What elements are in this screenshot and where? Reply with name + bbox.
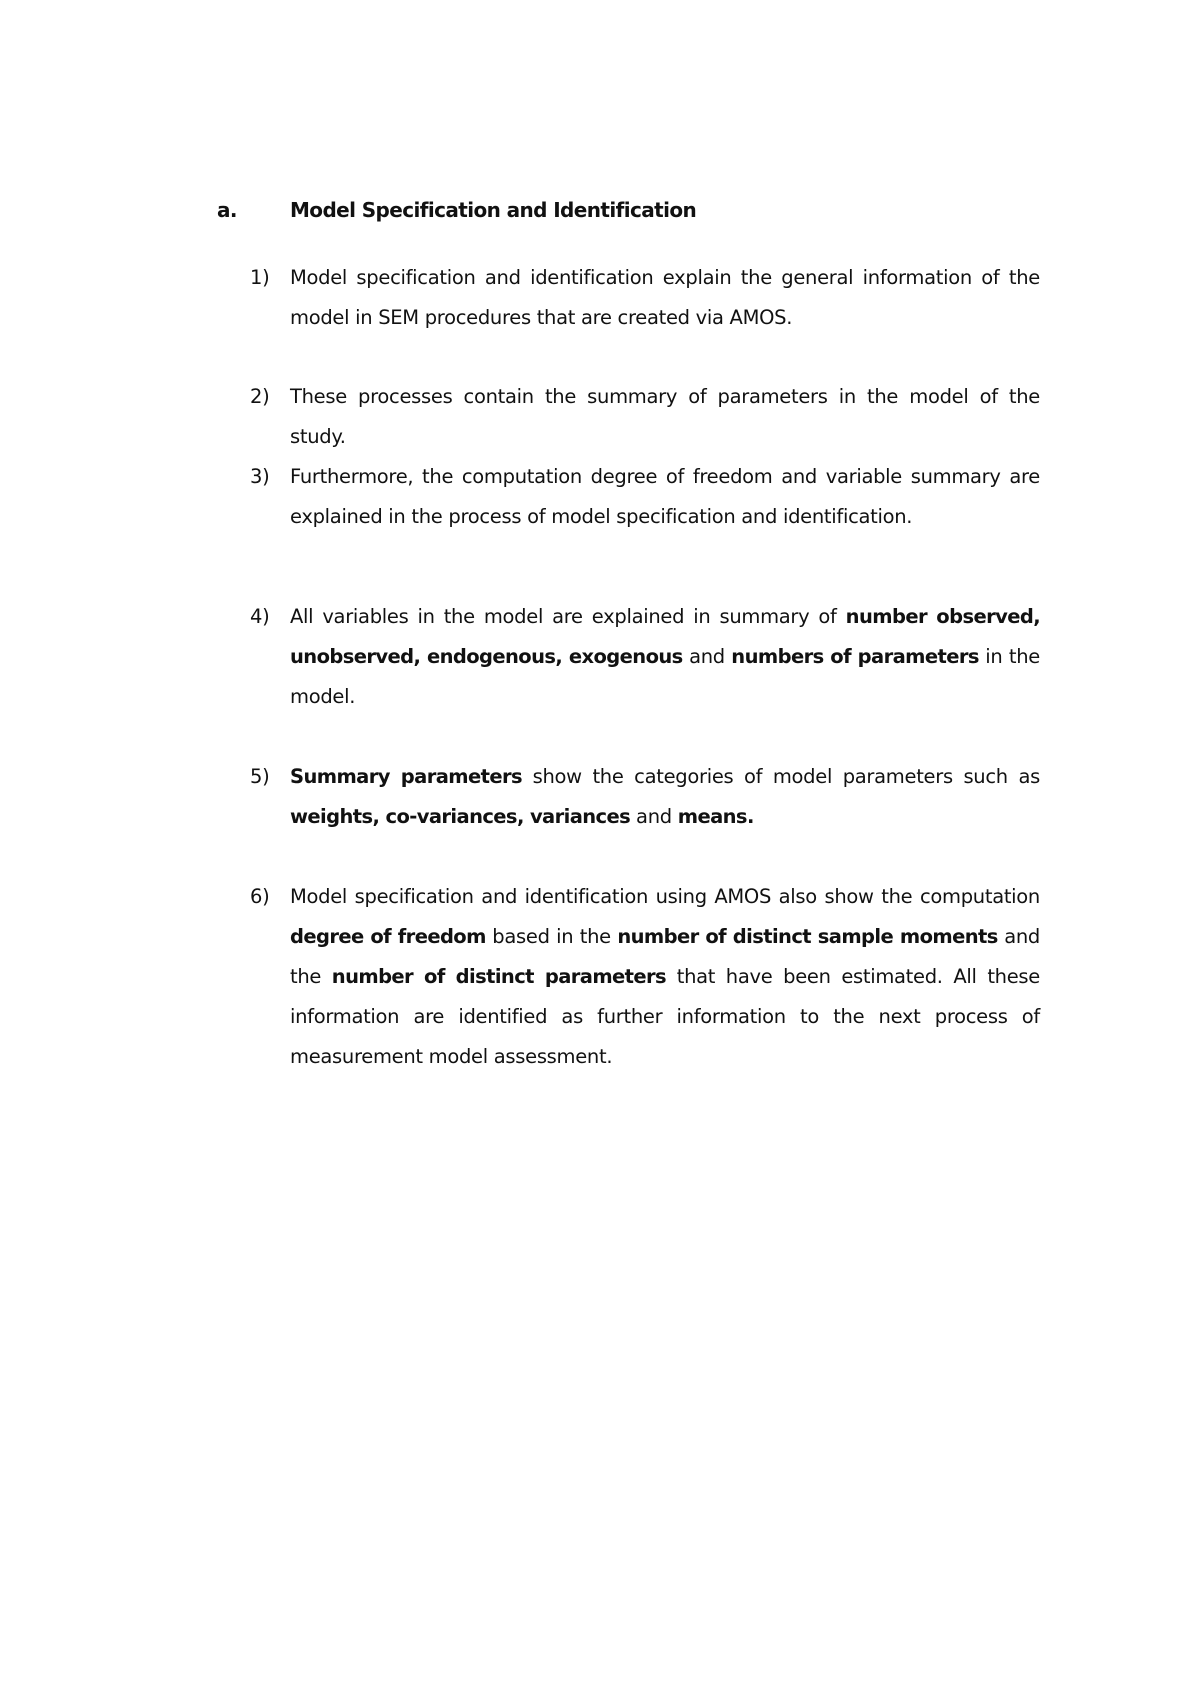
bold-term: degree of freedom	[290, 925, 486, 948]
text-run: These processes contain the summary of parameters in the model of the study.	[290, 385, 1040, 448]
list-item	[250, 597, 1040, 717]
list-item	[250, 258, 1040, 338]
list-item	[250, 877, 1040, 1077]
list-item	[250, 757, 1040, 837]
text-run: based in the	[485, 925, 618, 948]
list-item-number: 1)	[250, 266, 270, 289]
text-run: that have been estimated. All these information are identified as further information to the next process of measurement model assessment.	[290, 965, 1040, 1068]
text-run: and	[630, 805, 678, 828]
bold-term: means.	[677, 805, 754, 828]
section-letter: a.	[217, 198, 237, 222]
bold-term: number of distinct sample moments	[617, 925, 998, 948]
text-run: All variables in the model are explained in summary of	[290, 605, 846, 628]
text-run: in the model.	[290, 645, 1041, 708]
bold-term: numbers of parameters	[731, 645, 979, 668]
list-item-text	[290, 877, 1040, 1077]
bold-term: number of distinct parameters	[331, 965, 667, 988]
list-item-number: 4)	[250, 605, 270, 628]
bold-term: number observed, unobserved, endogenous, exogenous	[290, 605, 1040, 668]
list-item-text	[290, 457, 1040, 537]
list-item	[250, 377, 1040, 457]
text-run: show the categories of model parameters such as	[521, 765, 1040, 788]
section-heading	[217, 198, 696, 222]
bold-term: weights, co-variances, variances	[290, 805, 631, 828]
list-item-text	[290, 757, 1040, 837]
text-run: Furthermore, the computation degree of freedom and variable summary are explained in the process of model specification and identification.	[290, 465, 1040, 528]
list-item-number: 5)	[250, 765, 270, 788]
list-item-number: 3)	[250, 465, 270, 488]
section-title: Model Specification and Identification	[290, 198, 697, 222]
list-item-text	[290, 377, 1040, 457]
text-run: and	[682, 645, 732, 668]
text-run: and the	[290, 925, 1040, 988]
list-item-number: 2)	[250, 385, 270, 408]
list-item-text	[290, 597, 1040, 717]
list-item-number: 6)	[250, 885, 270, 908]
text-run: Model specification and identification explain the general information of the model in SEM procedures that are created via AMOS.	[290, 266, 1040, 329]
bold-term: Summary parameters	[290, 765, 522, 788]
list-item	[250, 457, 1040, 537]
text-run: Model specification and identification using AMOS also show the computation	[290, 885, 1040, 908]
list-item-text	[290, 258, 1040, 338]
